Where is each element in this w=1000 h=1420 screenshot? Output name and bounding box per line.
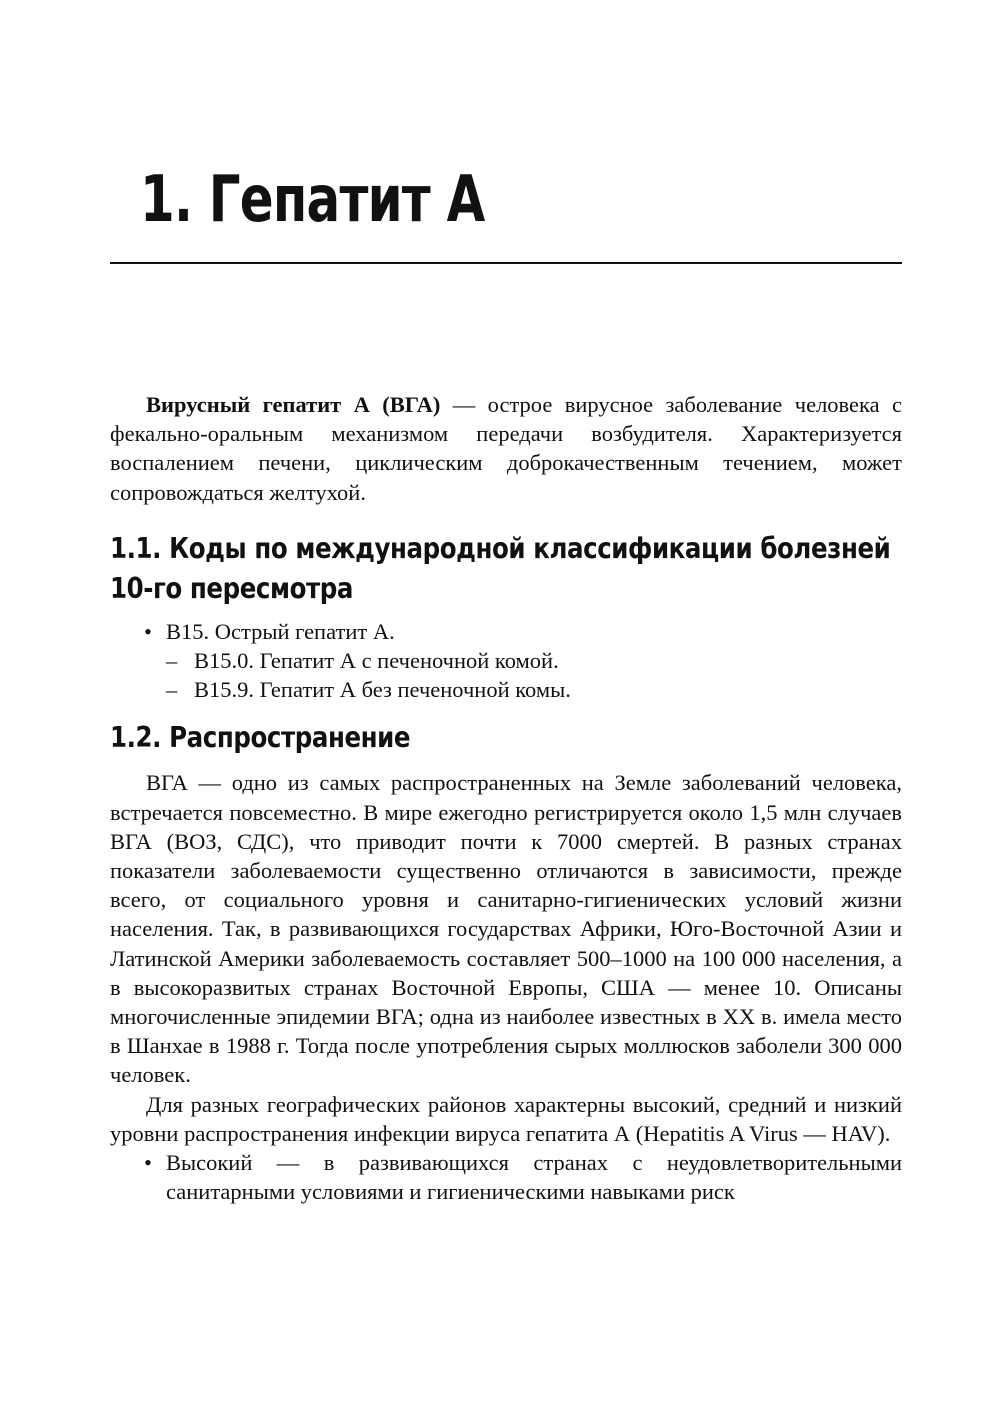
prevalence-paragraph-1: ВГА — одно из самых распространенных на Земле заболеваний человека, встречается повсеместно. В мире ежегодно регистрируется около 1,5 млн случаев ВГА (ВОЗ, СДС), что приводит почти к 7000 смертей. В разных странах показатели заболеваемости существенно отличаются в зависимости, прежде всего, от социального уровня и санитарно-гигиенических условий жизни населения. Так, в развивающихся государствах Африки, Юго-Восточной Азии и Латинской Америки заболеваемость составляет 500–1000 на 100 000 населения, а в высокоразвитых странах Восточной Европы, США — менее 10. Описаны многочисленные эпидемии ВГА; одна из наиболее известных в XX в. имела место в Шанхае в 1988 г. Тогда после употребления сырых моллюсков заболели 300 000 человек. xyxy=(110,770,902,1088)
list-item-text: B15.9. Гепатит А без печеночной комы. xyxy=(194,677,571,703)
bullet-marker: • xyxy=(144,618,152,644)
list-item-text: Высокий — в развивающихся странах с неудовлетворительными санитарными условиями и гигиеническими навыками риск xyxy=(166,1150,902,1205)
list-item xyxy=(110,675,902,704)
section-title-prevalence xyxy=(110,718,910,758)
intro-text: — острое вирусное заболевание человека с фекально-оральным механизмом передачи возбудителя. Характеризуется воспалением печени, циклическим доброкачественным течением, может сопровождаться желтухой. xyxy=(110,392,902,505)
section-title-prevalence-text: 1.2. Распространение xyxy=(110,721,411,755)
section-title-icd-line2: 10-го пересмотра xyxy=(110,571,354,605)
icd-code-list xyxy=(110,617,902,705)
section-title-icd xyxy=(110,529,910,609)
prevalence-paragraph-2: Для разных географических районов характерны высокий, средний и низкий уровни распространения инфекции вируса гепатита А (Hepatitis A Virus — HAV). xyxy=(110,1091,902,1146)
page-content xyxy=(110,390,902,1206)
section-title-icd-line1: 1.1. Коды по международной классификации болезней xyxy=(110,531,891,565)
dash-marker: – xyxy=(166,677,178,703)
bullet-marker: • xyxy=(144,1150,152,1176)
list-item-text: B15.0. Гепатит А с печеночной комой. xyxy=(194,648,559,674)
chapter-title: 1. Гепатит А xyxy=(140,163,485,237)
list-item xyxy=(110,617,902,646)
intro-term: Вирусный гепатит А (ВГА) xyxy=(146,392,441,417)
list-item xyxy=(110,1148,902,1206)
intro-paragraph xyxy=(110,390,902,507)
chapter-divider xyxy=(110,262,902,264)
list-item xyxy=(110,646,902,675)
list-item-text: B15. Острый гепатит А. xyxy=(166,618,395,644)
dash-marker: – xyxy=(166,648,178,674)
prevalence-level-list xyxy=(110,1148,902,1206)
